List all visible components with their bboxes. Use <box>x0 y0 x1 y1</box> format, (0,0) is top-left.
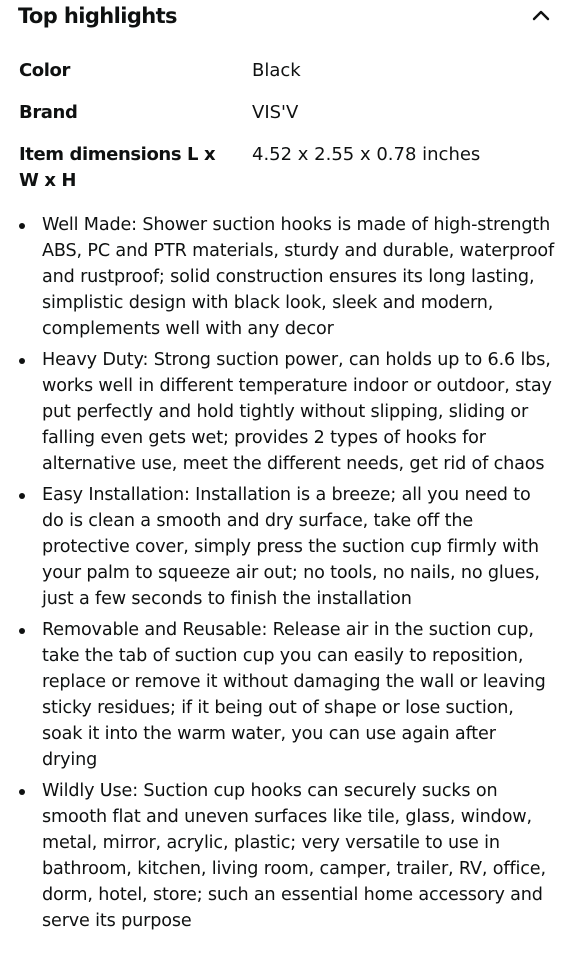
spec-value: 4.52 x 2.55 x 0.78 inches <box>252 144 481 165</box>
bullet-dot-icon <box>19 223 25 229</box>
list-item <box>0 778 571 934</box>
spec-row-color <box>0 56 571 98</box>
bullet-text: Easy Installation: Installation is a breeze; all you need to do is clean a smooth and dry surface, take off the protective cover, simply press the suction cup firmly with your palm to squeeze air out; no tools, no nails, no glues, just a few seconds to finish the installation <box>42 485 540 609</box>
bullet-text: Wildly Use: Suction cup hooks can securely sucks on smooth flat and uneven surfaces like tile, glass, window, metal, mirror, acrylic, plastic; very versatile to use in bathroom, kitchen, living room, camper, trailer, RV, office, dorm, hotel, store; such an essential home accessory and serve its purpose <box>42 781 546 931</box>
spec-label: Color <box>19 60 70 81</box>
spec-label: Brand <box>19 102 78 123</box>
bullet-text: Heavy Duty: Strong suction power, can holds up to 6.6 lbs, works well in different temperature indoor or outdoor, stay put perfectly and hold tightly without slipping, sliding or falling even gets wet; provides 2 types of hooks for alternative use, meet the different needs, get rid of chaos <box>42 350 552 474</box>
list-item <box>0 482 571 612</box>
spec-value: VIS'V <box>252 102 299 123</box>
spec-table <box>0 56 571 200</box>
bullet-dot-icon <box>19 789 25 795</box>
spec-row-brand <box>0 98 571 140</box>
spec-value: Black <box>252 60 301 81</box>
chevron-up-icon <box>528 4 554 26</box>
bullet-dot-icon <box>19 493 25 499</box>
top-highlights-header[interactable] <box>0 0 571 34</box>
feature-bullet-list <box>0 212 571 939</box>
bullet-dot-icon <box>19 358 25 364</box>
spec-label: Item dimensions L x W x H <box>19 144 216 191</box>
spec-row-dimensions <box>0 140 571 200</box>
list-item <box>0 617 571 773</box>
bullet-text: Removable and Reusable: Release air in the suction cup, take the tab of suction cup you can easily to reposition, replace or remove it without damaging the wall or leaving sticky residues; if it being out of shape or lose suction, soak it into the warm water, you can use again after drying <box>42 620 546 770</box>
section-title: Top highlights <box>18 4 177 28</box>
bullet-text: Well Made: Shower suction hooks is made of high-strength ABS, PC and PTR materials, sturdy and durable, waterproof and rustproof; solid construction ensures its long lasting, simplistic design with black look, sleek and modern, complements well with any decor <box>42 215 555 339</box>
collapse-button[interactable] <box>528 4 554 26</box>
list-item <box>0 212 571 342</box>
list-item <box>0 347 571 477</box>
bullet-dot-icon <box>19 628 25 634</box>
